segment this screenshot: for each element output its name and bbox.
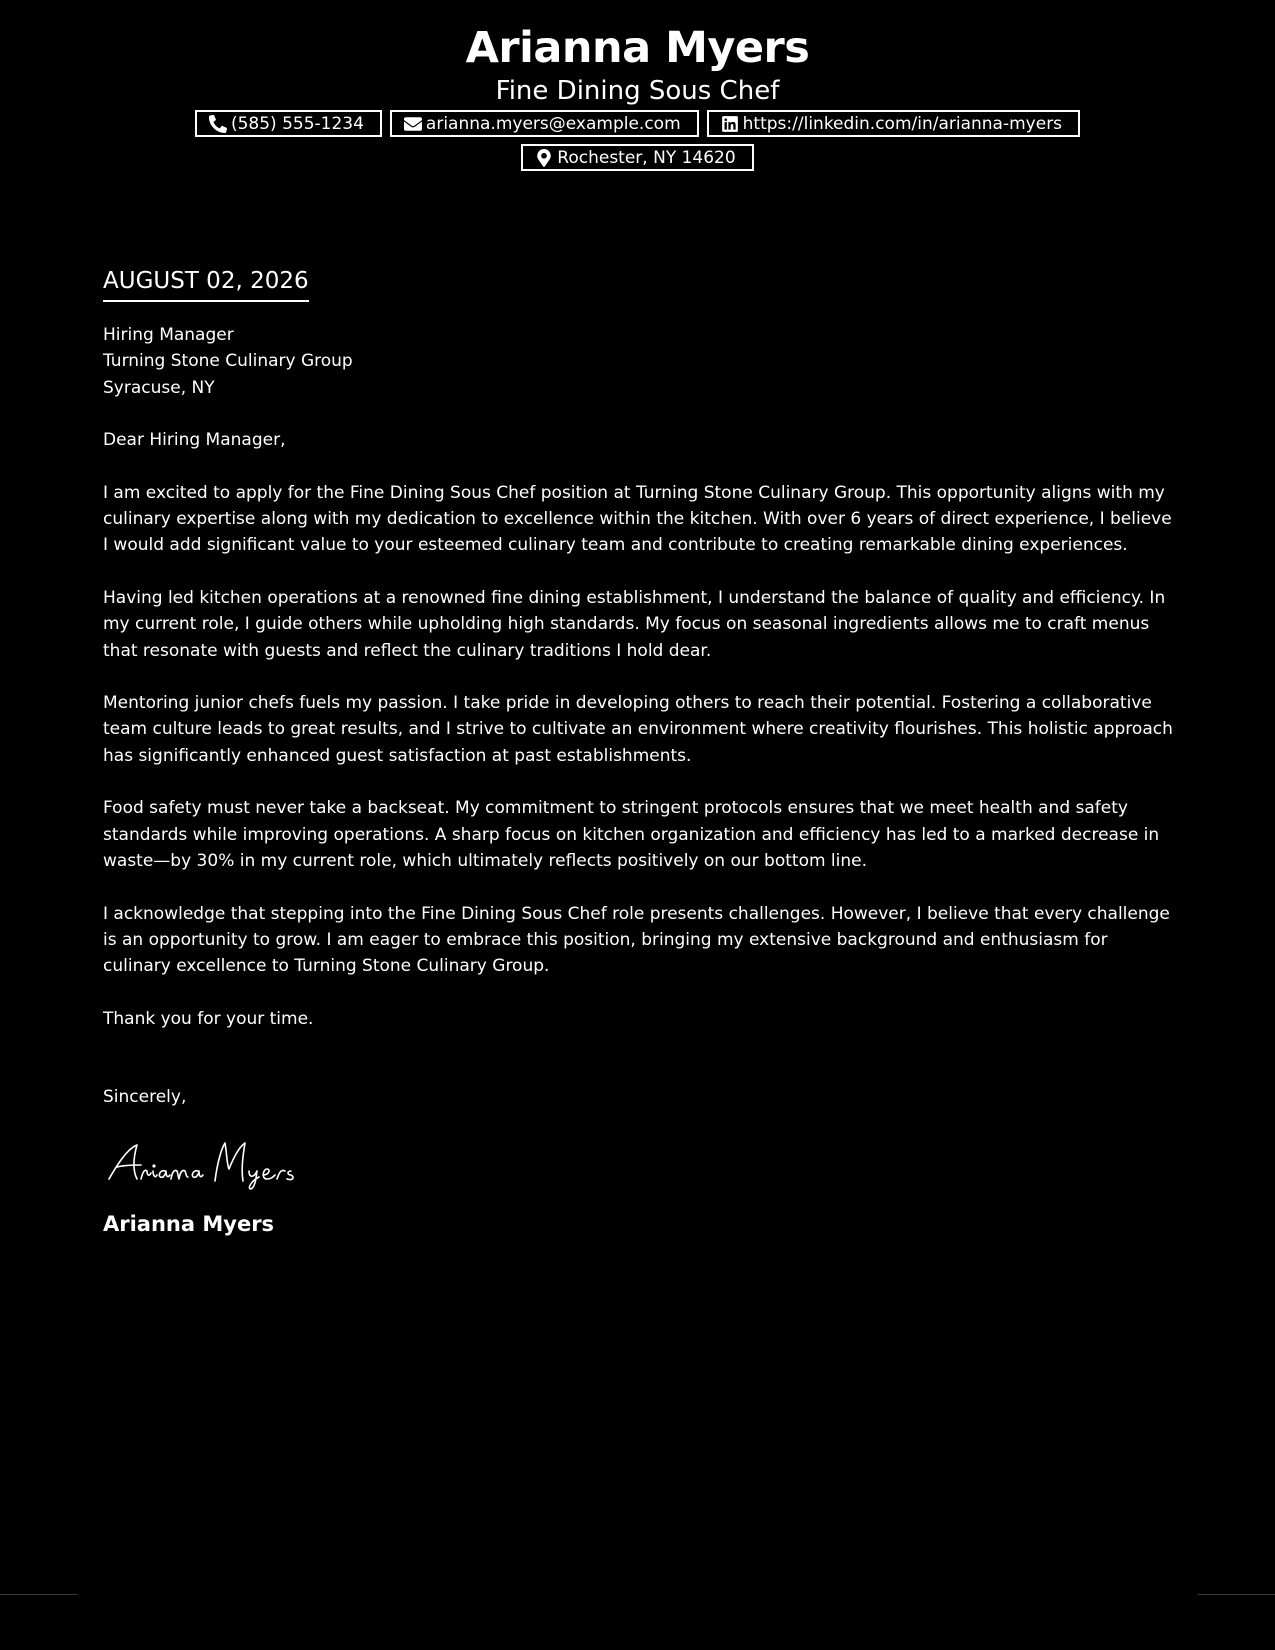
recipient-block (103, 322, 1175, 401)
contact-row (0, 110, 1275, 137)
letter-header (0, 20, 1275, 171)
linkedin-chip[interactable] (707, 110, 1080, 137)
envelope-icon (404, 115, 422, 133)
linkedin-icon (721, 115, 739, 133)
body-paragraph: Mentoring junior chefs fuels my passion. I take pride in developing others to reach their potential. Fostering a collaborative team culture leads to great results, and I strive to cultivate an environment where creativity flourishes. This holistic approach has significantly enhanced guest satisfaction at past establishments. (103, 693, 1173, 766)
applicant-name: Arianna Myers (465, 23, 810, 73)
applicant-title: Fine Dining Sous Chef (495, 76, 780, 106)
closing: Sincerely, (103, 1087, 187, 1108)
linkedin-text: https://linkedin.com/in/arianna-myers (742, 113, 1063, 134)
recipient-line: Hiring Manager (103, 325, 234, 345)
contact-row-location (0, 144, 1275, 171)
footer-divider-right (1198, 1594, 1275, 1595)
body-paragraph: Having led kitchen operations at a renowned fine dining establishment, I understand the balance of quality and efficiency. In my current role, I guide others while upholding high standards. My focus on seasonal ingredients allows me to craft menus that resonate with guests and reflect the culinary traditions I hold dear. (103, 587, 1166, 661)
recipient-line: Syracuse, NY (103, 377, 215, 398)
phone-text: (585) 555-1234 (230, 113, 364, 134)
phone-icon (209, 115, 227, 133)
thank-you-line: Thank you for your time. (103, 1008, 314, 1029)
body-paragraph: Food safety must never take a backseat. My commitment to stringent protocols ensures that we meet health and safety standards while improving operations. A sharp focus on kitchen organization and efficiency has led to a marked decrease in waste—by 30% in my current role, which ultimately reflects positively on our bottom line. (103, 798, 1160, 872)
body-paragraph: I acknowledge that stepping into the Fine Dining Sous Chef role presents challenges. However, I believe that every challenge is an opportunity to grow. I am eager to embrace this position, bringing my extensive background and enthusiasm for culinary excellence to Turning Stone Culinary Group. (103, 903, 1170, 977)
email-chip[interactable] (390, 110, 699, 137)
phone-chip[interactable] (195, 110, 382, 137)
footer-divider-left (0, 1594, 77, 1595)
handwritten-signature (103, 1135, 1175, 1191)
recipient-line: Turning Stone Culinary Group (103, 351, 353, 372)
location-text: Rochester, NY 14620 (557, 147, 736, 168)
letter-body (103, 266, 1175, 1237)
location-chip[interactable] (521, 144, 753, 171)
map-marker-icon (535, 149, 553, 167)
body-paragraph: I am excited to apply for the Fine Dining Sous Chef position at Turning Stone Culinary Group. This opportunity aligns with my culinary expertise along with my dedication to excellence within the kitchen. With over 6 years of direct experience, I believe I would add significant value to your esteemed culinary team and contribute to creating remarkable dining experiences. (103, 482, 1172, 556)
letter-date: AUGUST 02, 2026 (103, 266, 309, 302)
salutation: Dear Hiring Manager, (103, 430, 286, 451)
signer-name: Arianna Myers (103, 1211, 275, 1236)
email-text: arianna.myers@example.com (425, 113, 681, 134)
